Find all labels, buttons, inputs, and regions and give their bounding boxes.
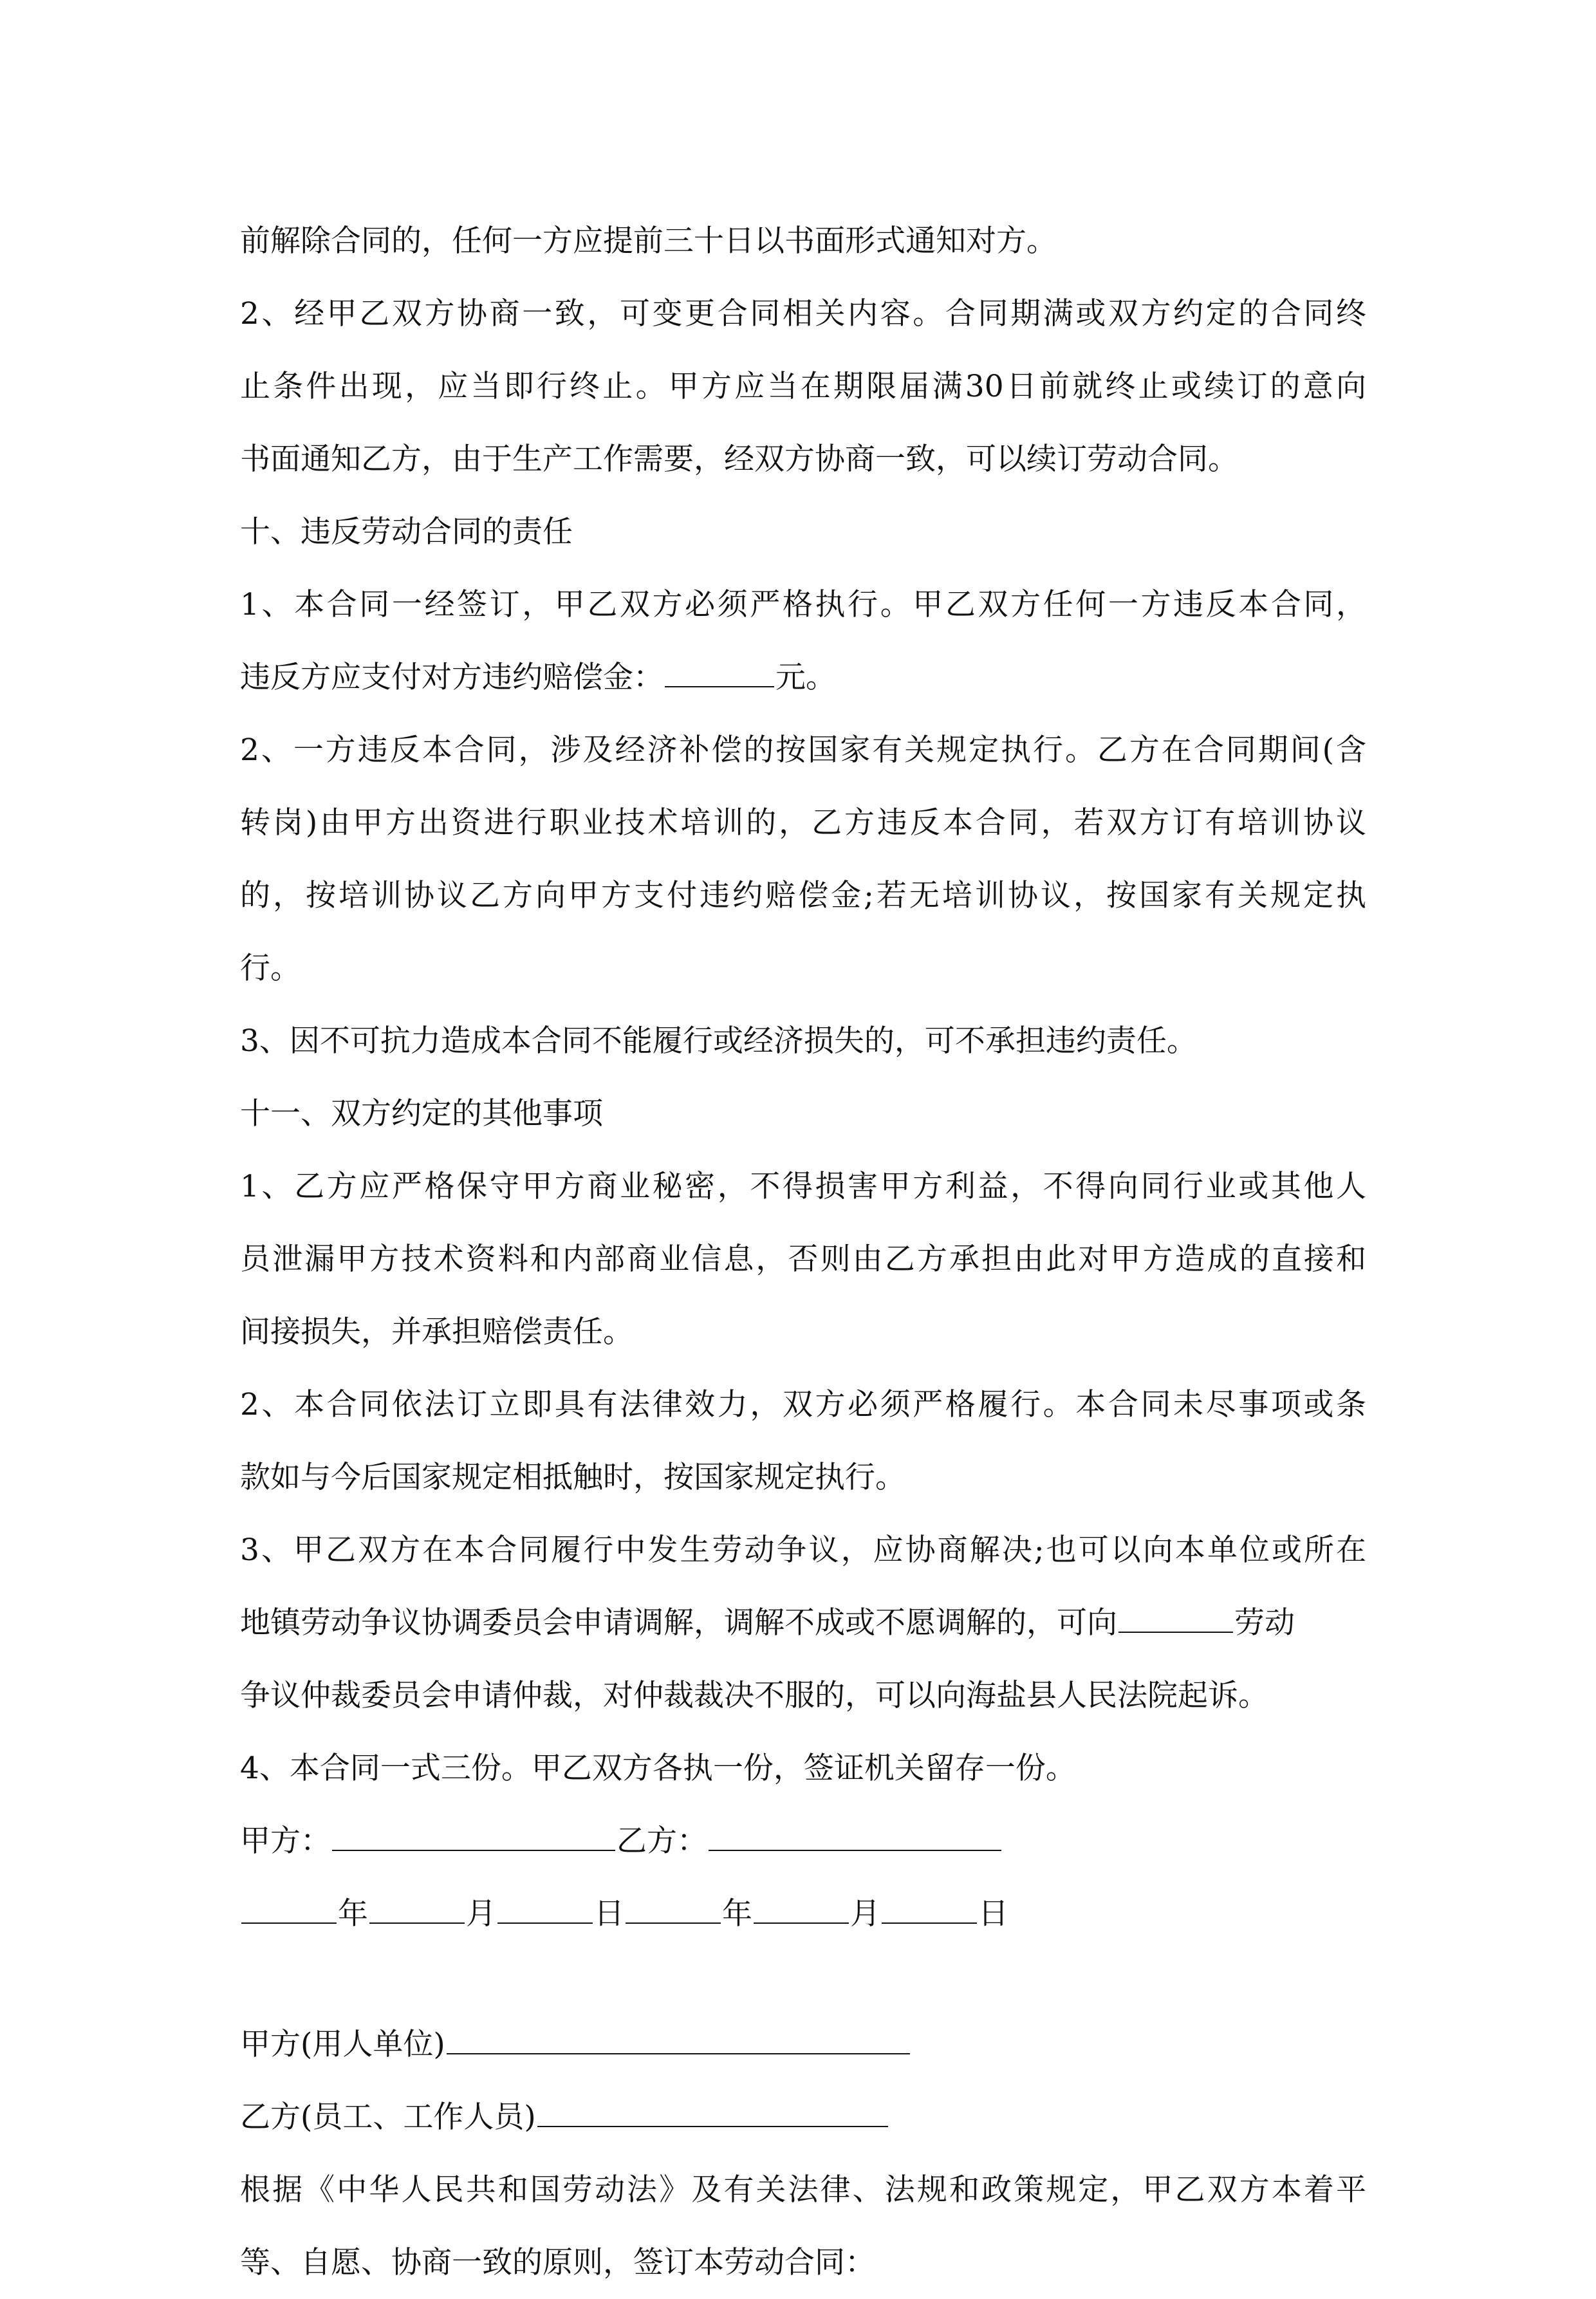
section-heading: 十、违反劳动合同的责任 (240, 514, 573, 550)
month-blank (754, 1892, 849, 1924)
day-blank (497, 1892, 593, 1924)
day-blank (882, 1892, 977, 1924)
blank-field (665, 656, 774, 687)
employee-label: 乙方(员工、工作人员) (240, 2099, 536, 2135)
text-line: 1、乙方应严格保守甲方商业秘密，不得损害甲方利益，不得向同行业或其他人 (240, 1169, 1366, 1204)
day-label: 日 (978, 1896, 1008, 1931)
month-blank (369, 1892, 465, 1924)
text-line: 转岗)由甲方出资进行职业技术培训的，乙方违反本合同，若双方订有培训协议 (240, 805, 1366, 841)
text-line: 行。 (240, 951, 301, 986)
text-segment: 违反方应支付对方违约赔偿金： (240, 660, 663, 695)
employee-blank (537, 2096, 888, 2127)
text-line: 书面通知乙方，由于生产工作需要，经双方协商一致，可以续订劳动合同。 (240, 442, 1238, 477)
employee-field (240, 2081, 1366, 2154)
party-a-blank (332, 1820, 615, 1851)
employer-field (240, 2008, 1366, 2081)
text-line: 员泄漏甲方技术资料和内部商业信息，否则由乙方承担由此对甲方造成的直接和 (240, 1242, 1366, 1277)
text-line: 止条件出现，应当即行终止。甲方应当在期限届满30日前就终止或续订的意向 (240, 369, 1366, 404)
month-label: 月 (850, 1896, 880, 1931)
text-line: 3、因不可抗力造成本合同不能履行或经济损失的，可不承担违约责任。 (240, 1023, 1197, 1059)
year-label: 年 (338, 1896, 368, 1931)
text-line (240, 1587, 1366, 1659)
party-b-blank (709, 1820, 1001, 1851)
text-line: 2、经甲乙双方协商一致，可变更合同相关内容。合同期满或双方约定的合同终 (240, 296, 1366, 331)
year-blank (241, 1892, 337, 1924)
employer-label: 甲方(用人单位) (240, 2027, 445, 2062)
text-segment: 劳动 (1234, 1605, 1295, 1641)
text-line: 1、本合同一经签订，甲乙双方必须严格执行。甲乙双方任何一方违反本合同， (240, 587, 1366, 622)
text-line: 2、本合同依法订立即具有法律效力，双方必须严格履行。本合同未尽事项或条 (240, 1387, 1366, 1422)
text-line: 争议仲裁委员会申请仲裁，对仲裁裁决不服的，可以向海盐县人民法院起诉。 (240, 1678, 1268, 1713)
text-line: 款如与今后国家规定相抵触时，按国家规定执行。 (240, 1460, 905, 1495)
text-line: 前解除合同的，任何一方应提前三十日以书面形式通知对方。 (240, 223, 1057, 259)
text-line: 2、一方违反本合同，涉及经济补偿的按国家有关规定执行。乙方在合同期间(含 (240, 732, 1366, 768)
year-label: 年 (722, 1896, 752, 1931)
blank-field (1118, 1601, 1233, 1633)
text-segment: 地镇劳动争议协调委员会申请调解，调解不成或不愿调解的，可向 (240, 1605, 1117, 1641)
text-line: 4、本合同一式三份。甲乙双方各执一份，签证机关留存一份。 (240, 1751, 1076, 1786)
preamble-line: 等、自愿、协商一致的原则，签订本劳动合同： (240, 2245, 875, 2280)
text-line: 间接损失，并承担赔偿责任。 (240, 1314, 633, 1350)
preamble-line: 根据《中华人民共和国劳动法》及有关法律、法规和政策规定，甲乙双方本着平 (240, 2172, 1366, 2208)
date-line (240, 1877, 1366, 1950)
spacer (240, 1950, 1366, 2008)
party-b-label: 乙方： (617, 1823, 707, 1859)
party-a-label: 甲方： (240, 1823, 331, 1859)
month-label: 月 (466, 1896, 496, 1931)
employer-blank (447, 2023, 910, 2054)
text-line: 的，按培训协议乙方向甲方支付违约赔偿金;若无培训协议，按国家有关规定执 (240, 878, 1366, 913)
contract-page (240, 205, 1366, 2299)
text-segment: 元。 (775, 660, 836, 695)
text-line (240, 641, 1366, 714)
signature-line (240, 1805, 1366, 1877)
year-blank (626, 1892, 721, 1924)
day-label: 日 (594, 1896, 624, 1931)
section-heading: 十一、双方约定的其他事项 (240, 1096, 603, 1131)
text-line: 3、甲乙双方在本合同履行中发生劳动争议，应协商解决;也可以向本单位或所在 (240, 1532, 1366, 1568)
